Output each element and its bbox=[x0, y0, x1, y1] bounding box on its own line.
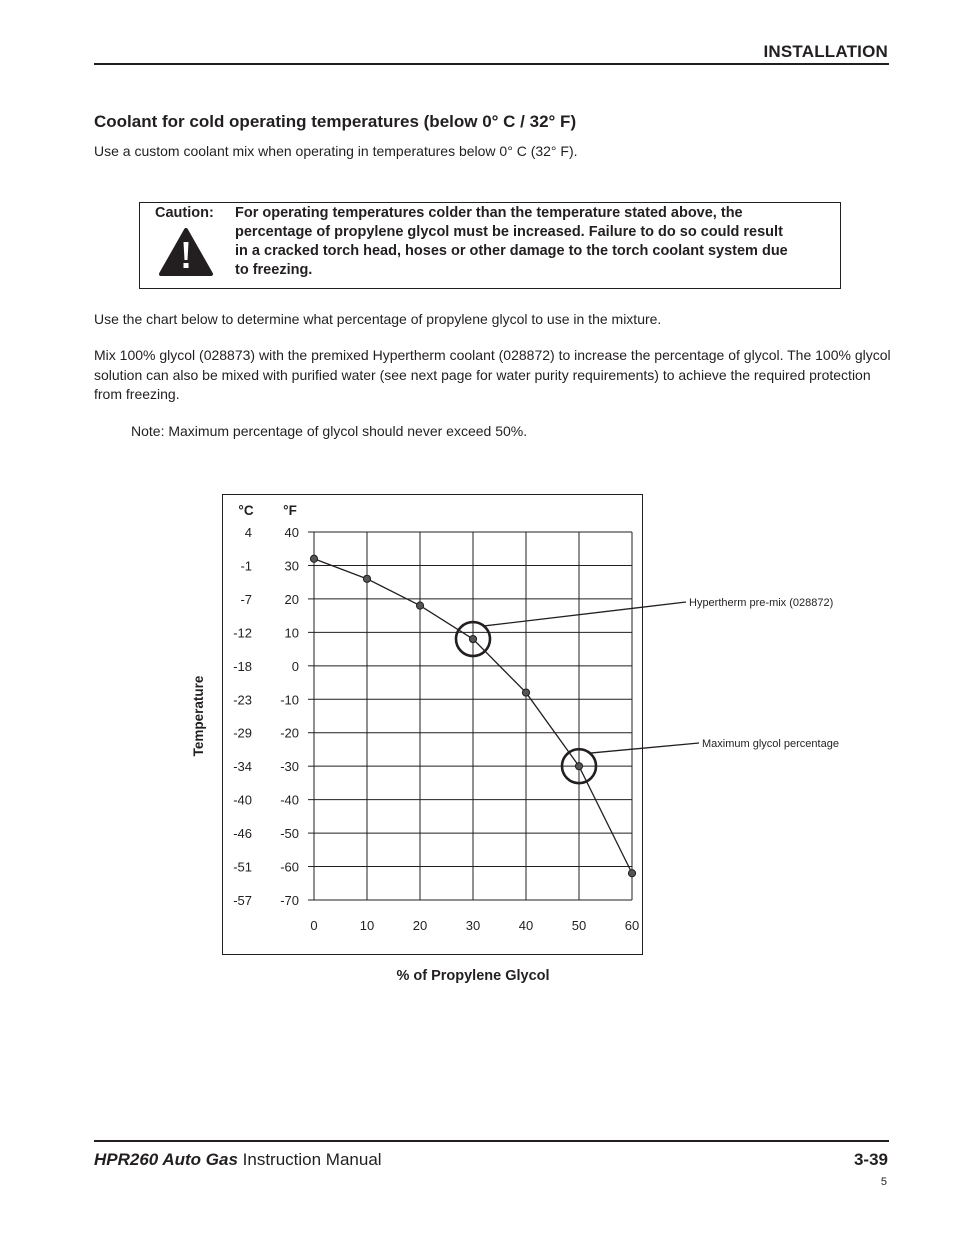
data-point bbox=[575, 763, 582, 770]
x-axis-title: % of Propylene Glycol bbox=[396, 968, 550, 984]
data-point bbox=[469, 635, 476, 642]
annotation-label: Maximum glycol percentage bbox=[702, 738, 839, 750]
y-tick-label-c: -57 bbox=[233, 893, 252, 908]
y-tick-label-f: -20 bbox=[280, 725, 299, 741]
sheet-number: 5 bbox=[880, 1176, 887, 1188]
y-tick-label-f: -30 bbox=[280, 759, 299, 775]
footer-model: HPR260 Auto Gas bbox=[94, 1150, 238, 1169]
annotation-leader-line bbox=[483, 602, 686, 626]
chart-labels bbox=[191, 503, 839, 984]
paragraph-chart-usage: Use the chart below to determine what percentage of propylene glycol to use in the mixture. bbox=[94, 311, 662, 327]
y-unit-fahrenheit: °F bbox=[283, 503, 297, 518]
x-tick-label: 40 bbox=[518, 918, 534, 933]
x-tick-label: 0 bbox=[310, 918, 318, 933]
intro-paragraph: Use a custom coolant mix when operating in temperatures below 0° C (32° F). bbox=[94, 143, 578, 159]
x-tick-label: 20 bbox=[412, 918, 428, 933]
y-tick-label-f: 10 bbox=[284, 625, 299, 641]
footer-manual-label: Instruction Manual bbox=[237, 1150, 382, 1169]
y-tick-label-c: -18 bbox=[233, 658, 252, 674]
y-tick-label-f: -50 bbox=[280, 826, 299, 842]
y-tick-label-c: -40 bbox=[233, 792, 252, 808]
y-tick-label-c: -1 bbox=[240, 558, 252, 574]
note-paragraph: Note: Maximum percentage of glycol should never exceed 50%. bbox=[131, 423, 528, 439]
section-title: INSTALLATION bbox=[763, 42, 888, 61]
x-tick-label: 10 bbox=[359, 918, 375, 933]
x-tick-label: 50 bbox=[571, 918, 587, 933]
y-tick-label-f: -40 bbox=[280, 792, 299, 808]
y-tick-label-f: -70 bbox=[280, 893, 299, 908]
y-tick-label-f: 20 bbox=[284, 591, 299, 607]
section-heading: Coolant for cold operating temperatures (below 0° C / 32° F) bbox=[94, 112, 577, 131]
data-point bbox=[416, 602, 423, 609]
y-tick-label-c: -12 bbox=[233, 625, 252, 641]
data-point bbox=[522, 689, 529, 696]
footer-rule bbox=[94, 1140, 889, 1142]
y-tick-label-c: -46 bbox=[233, 826, 252, 842]
annotation-leader-line bbox=[589, 743, 699, 753]
chart-grid bbox=[308, 532, 632, 900]
chart-series bbox=[310, 555, 699, 877]
data-point bbox=[363, 575, 370, 582]
y-tick-label-c: -29 bbox=[233, 725, 252, 741]
y-axis-title: Temperature bbox=[191, 675, 206, 757]
y-tick-label-c: 4 bbox=[244, 525, 252, 540]
annotation-label: Hypertherm pre-mix (028872) bbox=[689, 597, 834, 609]
x-tick-label: 30 bbox=[465, 918, 481, 933]
y-unit-celsius: °C bbox=[238, 503, 254, 518]
caution-text: For operating temperatures colder than the temperature stated above, the percentage of propylene glycol must be increased. Failure to do so could result in a cracked torch head, hoses or other damage to the torch coolant system due to freezing. bbox=[235, 205, 788, 278]
data-point bbox=[310, 555, 317, 562]
y-tick-label-c: -51 bbox=[233, 859, 252, 875]
y-tick-label-f: -60 bbox=[280, 859, 299, 875]
data-point bbox=[628, 870, 635, 877]
y-tick-label-f: 30 bbox=[284, 558, 299, 574]
y-tick-label-f: 0 bbox=[291, 658, 299, 674]
y-tick-label-c: -23 bbox=[233, 692, 252, 708]
y-tick-label-f: -10 bbox=[280, 692, 299, 708]
y-tick-label-c: -7 bbox=[240, 591, 252, 607]
y-tick-label-c: -34 bbox=[233, 759, 252, 775]
caution-label: Caution: bbox=[155, 205, 214, 221]
page-number: 3-39 bbox=[853, 1150, 888, 1169]
footer-manual-title bbox=[94, 1150, 382, 1170]
x-tick-label: 60 bbox=[624, 918, 640, 933]
y-tick-label-f: 40 bbox=[284, 525, 299, 540]
paragraph-mixing: Mix 100% glycol (028873) with the premixed Hypertherm coolant (028872) to increase the percentage of glycol. The 100% glycol solution can also be mixed with purified water (see next page for water purity requirements) to achieve the required protection from freezing. bbox=[94, 347, 891, 402]
